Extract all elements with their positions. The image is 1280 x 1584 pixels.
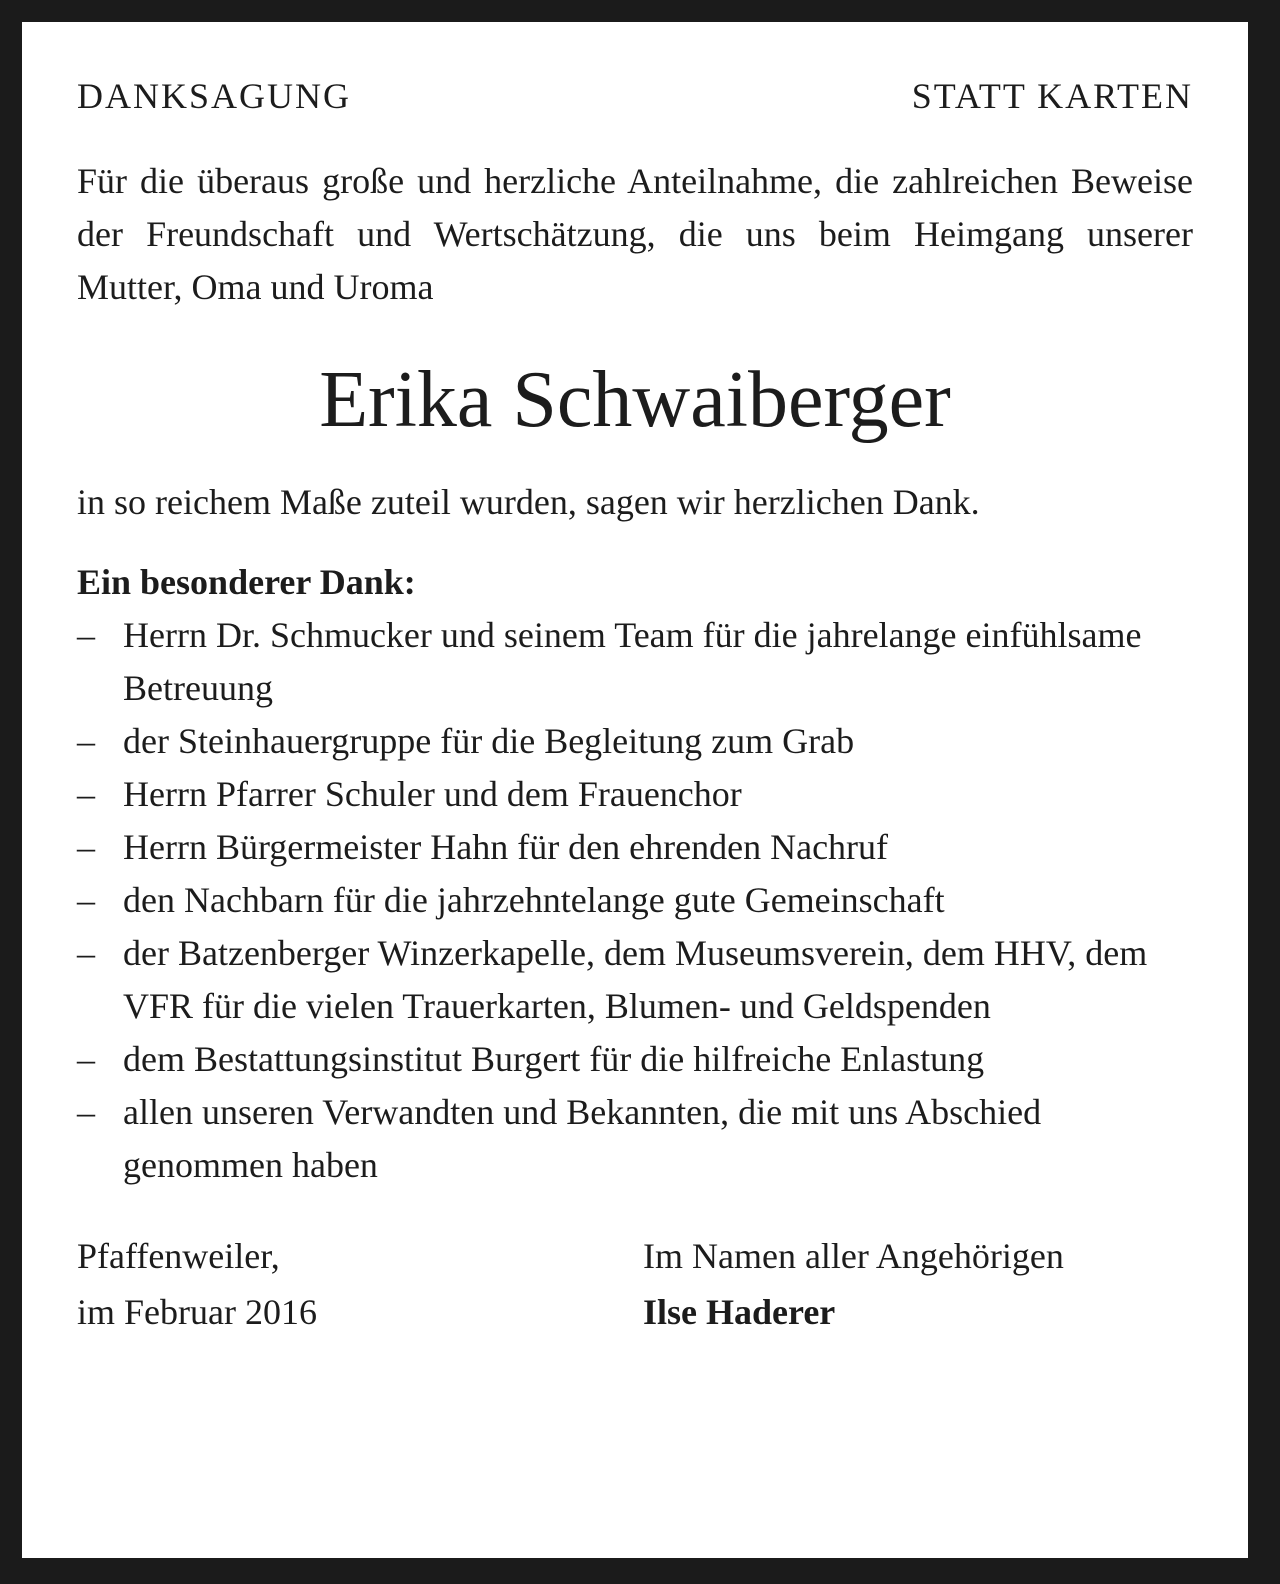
dash-bullet: –	[77, 615, 95, 655]
notice-footer	[77, 1228, 1193, 1338]
dash-bullet: –	[77, 721, 95, 761]
list-item	[77, 821, 1193, 874]
dash-bullet: –	[77, 1039, 95, 1079]
date-text: im Februar 2016	[77, 1292, 317, 1332]
list-item-text: Herrn Pfarrer Schuler und dem Frauenchor	[123, 774, 742, 814]
list-item	[77, 609, 1193, 715]
special-thanks-list	[77, 609, 1193, 1192]
list-item-text: der Steinhauergruppe für die Begleitung zum Grab	[123, 721, 855, 761]
intro-paragraph: Für die überaus große und herzliche Anteilnahme, die zahlreichen Beweise der Freundschaft und Wertschätzung, die uns beim Heimgang unserer Mutter, Oma und Uroma	[77, 161, 1193, 307]
list-item	[77, 1086, 1193, 1192]
special-thanks-title: Ein besonderer Dank:	[77, 562, 416, 602]
dash-bullet: –	[77, 1092, 95, 1132]
header-title: DANKSAGUNG	[77, 76, 352, 116]
list-item-text: Herrn Bürgermeister Hahn für den ehrenden Nachruf	[123, 827, 889, 867]
deceased-name: Erika Schwaiberger	[319, 356, 951, 444]
list-item-text: Herrn Dr. Schmucker und seinem Team für die jahrelange einfühlsame Betreuung	[123, 615, 1142, 708]
place-text: Pfaffenweiler,	[77, 1236, 280, 1276]
dash-bullet: –	[77, 880, 95, 920]
dash-bullet: –	[77, 827, 95, 867]
notice-card	[22, 22, 1248, 1558]
list-item-text: der Batzenberger Winzerkapelle, dem Museumsverein, dem HHV, dem VFR für die vielen Trauerkarten, Blumen- und Geldspenden	[123, 933, 1148, 1026]
notice-content	[77, 74, 1193, 1338]
list-item-text: allen unseren Verwandten und Bekannten, die mit uns Abschied genommen haben	[123, 1092, 1042, 1185]
list-item-text: den Nachbarn für die jahrzehntelange gute Gemeinschaft	[123, 880, 945, 920]
place-date-block	[77, 1228, 317, 1340]
list-item	[77, 927, 1193, 1033]
on-behalf-text: Im Namen aller Angehörigen	[643, 1236, 1064, 1276]
list-item-text: dem Bestattungsinstitut Burgert für die hilfreiche Enlastung	[123, 1039, 985, 1079]
signature-block	[643, 1228, 1064, 1340]
list-item	[77, 1033, 1193, 1086]
signer-name: Ilse Haderer	[643, 1292, 836, 1332]
header-note: STATT KARTEN	[911, 76, 1193, 116]
list-item	[77, 768, 1193, 821]
dash-bullet: –	[77, 774, 95, 814]
dash-bullet: –	[77, 933, 95, 973]
notice-header	[77, 74, 1193, 118]
list-item	[77, 874, 1193, 927]
outro-paragraph: in so reichem Maße zuteil wurden, sagen wir herzlichen Dank.	[77, 482, 980, 522]
list-item	[77, 715, 1193, 768]
